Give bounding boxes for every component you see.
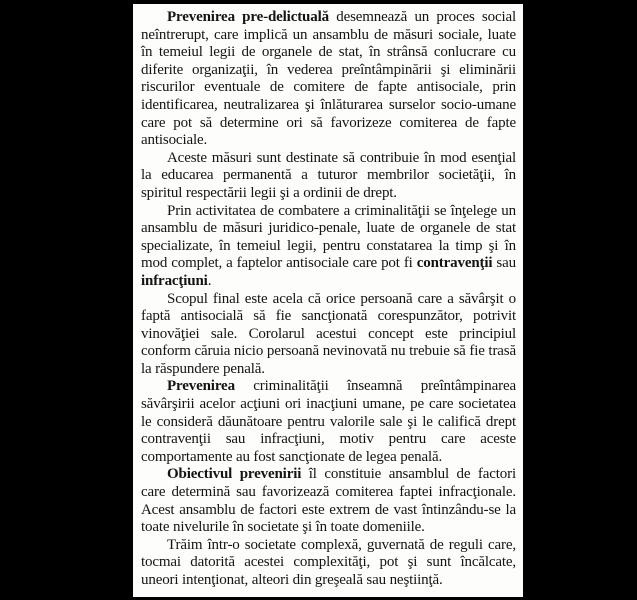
text-run: îl constituie ansamblul de factori care determină sau favorizează comiterea faptei infracţionale. Acest ansamblu de factori este extrem de vast întinzându-se la toate nivelurile în societate şi în toate domeniile. [141, 466, 516, 536]
paragraph [141, 537, 516, 590]
bold-term: Obiectivul prevenirii [167, 466, 302, 483]
paragraph [141, 203, 516, 291]
bold-term: contravenţii [416, 255, 493, 272]
paragraph [141, 9, 516, 150]
paragraph [141, 378, 516, 466]
document-page [133, 4, 523, 597]
text-run: desemnează un proces social neîntrerupt, care implică un ansamblu de măsuri sociale, luate în temeiul legii de organele de stat, în strânsă conlucrare cu diferite organizaţii, în vederea preîntâmpinării şi eliminării riscurilor eventuale de comitere de fapte antisociale, prin identificarea, neutralizarea şi înlăturarea surselor socio-umane care pot să determine ori să favorizeze comiterea de fapte antisociale. [141, 9, 516, 149]
text-run: . [207, 272, 212, 289]
text-run: Prin activitatea de combatere a criminalităţii se înţelege un ansamblu de măsuri juridico-penale, luate de organele de stat specializate, în temeiul legii, pentru constatarea la timp şi în mod complet, a faptelor antisociale care pot fi [141, 202, 516, 272]
text-run: sau [492, 255, 516, 272]
paragraph [141, 150, 516, 203]
text-run: criminalităţii înseamnă preîntâmpinarea săvârşirii acelor acţiuni ori inacţiuni umane, pe care societatea le consideră dăunătoare pentru valorile sale şi le califică drept contravenţii sau infracţiuni, motiv pentru care aceste comportamente au fost sancţionate de legea penală. [141, 378, 516, 465]
bold-term: Prevenirea pre-delictuală [167, 9, 329, 25]
paragraph [141, 291, 516, 379]
text-run: Scopul final este acela că orice persoană care a săvârşit o faptă antisocială să fie sancţionată corespunzător, potrivit vinovăţiei sale. Corolarul acestui concept este principiul conform căruia nicio persoană nevinovată nu trebuie să fie trasă la răspundere penală. [141, 290, 516, 377]
bold-term: Prevenirea [167, 378, 235, 395]
paragraph [141, 466, 516, 536]
text-run: Aceste măsuri sunt destinate să contribuie în mod esenţial la educarea permanentă a tuturor membrilor societăţii, în spiritul respectării legii şi a ordinii de drept. [141, 149, 516, 201]
bold-term: infracţiuni [141, 272, 208, 289]
document-text [133, 4, 523, 590]
text-run: Trăim într-o societate complexă, guvernată de reguli care, tocmai datorită acestei complexităţi, pot şi sunt încălcate, uneori intenţionat, alteori din greşeală sau neştiinţă. [141, 536, 516, 588]
